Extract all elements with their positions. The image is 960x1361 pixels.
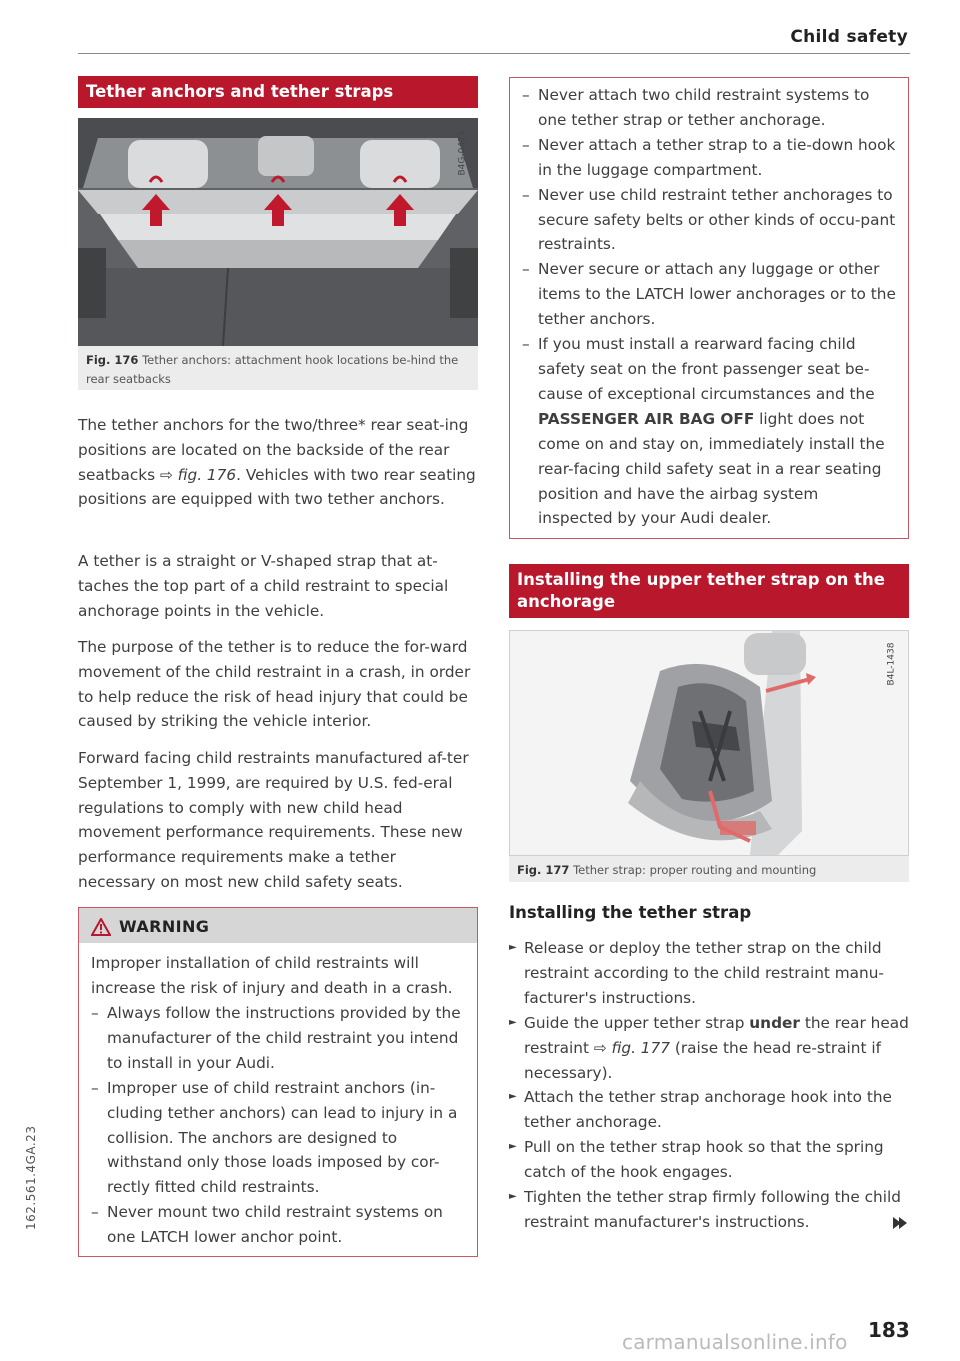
paragraph-tether-definition: A tether is a straight or V-shaped strap that at-taches the top part of a child restraint to special anchorage points in the vehicle. (78, 552, 449, 620)
figure-177-image (509, 630, 909, 856)
document-code: 162.561.4GA.23 (24, 1125, 38, 1230)
watermark: carmanualsonline.info (622, 1330, 848, 1354)
warning-title: WARNING (119, 917, 210, 936)
step-item: ► Attach the tether strap anchorage hook into the tether anchorage. (509, 1085, 909, 1135)
warning-triangle-icon (91, 918, 111, 936)
figure-176 (78, 118, 478, 390)
warning-header (79, 908, 477, 943)
caption-text: Tether anchors: attachment hook locations be-hind the rear seatbacks (86, 353, 459, 386)
figure-177 (509, 630, 909, 882)
warning-box-continued (509, 77, 909, 539)
figure-176-caption (78, 346, 478, 395)
rear-seatback-illustration (78, 118, 478, 346)
step-item: ► Pull on the tether strap hook so that the spring catch of the hook engages. (509, 1135, 909, 1185)
section-title-installing-tether: Installing the upper tether strap on the anchorage (509, 564, 909, 618)
caption-text: Tether strap: proper routing and mounting (573, 863, 817, 877)
child-seat-illustration (510, 631, 908, 855)
warning-item-airbag: – If you must install a rearward facing child safety seat on the front passenger seat be-cause of exceptional circumstances and the PASSENGER AIR BAG OFF light does not come on and stay on, immediately install the rear-facing child safety seat in a rear seating position and have the airbag system inspected by your Audi dealer. (522, 332, 896, 531)
figure-177-code: B4L-1438 (886, 642, 897, 686)
paragraph-tether-anchors-location: The tether anchors for the two/three* rear seat-ing positions are located on the backside of the rear seatbacks ⇨ fig. 176. Vehicles with two rear seating positions are equipped with two tether anchors. (78, 416, 476, 509)
warning-item: – Improper use of child restraint anchors (in-cluding tether anchors) can lead to injury in a collision. The anchors are designed to withstand only those loads imposed by cor-rectly fitted child restraints. (91, 1076, 465, 1201)
warning-item: – Never attach two child restraint systems to one tether strap or tether anchorage. (522, 83, 896, 133)
xref-fig-176[interactable]: ⇨ fig. 176 (159, 465, 237, 484)
warning-body (79, 943, 477, 1258)
warning-item: – Always follow the instructions provided by the manufacturer of the child restraint you intend to install in your Audi. (91, 1001, 465, 1076)
paragraph-regulations: Forward facing child restraints manufactured af-ter September 1, 1999, are required by U.S. fed-eral regulations to comply with new child head movement performance requirements. These new performance requirements make a tether necessary on most new child safety seats. (78, 749, 469, 891)
warning-item: – Never mount two child restraint systems on one LATCH lower anchor point. (91, 1200, 465, 1250)
warning-item: – Never secure or attach any luggage or other items to the LATCH lower anchorages or to the tether anchors. (522, 257, 896, 332)
warning-box-left (78, 907, 478, 1257)
caption-label: Fig. 176 (86, 353, 139, 367)
continue-arrow-icon (893, 1217, 907, 1229)
section-title-tether-anchors: Tether anchors and tether straps (78, 76, 478, 108)
warning-list-right (522, 83, 896, 531)
step-item: ► Release or deploy the tether strap on the child restraint according to the child restraint manu-facturer's instructions. (509, 936, 909, 1011)
under-emphasis: under (749, 1013, 800, 1032)
chapter-title: Child safety (790, 27, 908, 47)
paragraph-tether-purpose: The purpose of the tether is to reduce the for-ward movement of the child restraint in a crash, in order to help reduce the risk of head injury that could be caused by striking the vehicle interior. (78, 638, 471, 731)
figure-176-code: B4G-0473 (457, 130, 468, 176)
step-item: ► Guide the upper tether strap under the rear head restraint ⇨ fig. 177 (raise the head re-straint if necessary). (509, 1011, 909, 1086)
warning-item: – Never attach a tether strap to a tie-down hook in the luggage compartment. (522, 133, 896, 183)
installation-steps (509, 936, 909, 1235)
warning-intro: Improper installation of child restraints will increase the risk of injury and death in a crash. (91, 954, 453, 997)
subheading-installing-tether-strap: Installing the tether strap (509, 903, 752, 922)
page-number: 183 (868, 1318, 910, 1342)
warning-item: – Never use child restraint tether anchorages to secure safety belts or other kinds of occu-pant restraints. (522, 183, 896, 258)
caption-label: Fig. 177 (517, 863, 570, 877)
warning-list-left (91, 1001, 465, 1250)
page-header (78, 26, 910, 54)
figure-177-caption (509, 856, 909, 886)
step-item: ► Tighten the tether strap firmly following the child restraint manufacturer's instructions. (509, 1185, 909, 1235)
xref-fig-177[interactable]: ⇨ fig. 177 (593, 1038, 671, 1057)
airbag-off-label: PASSENGER AIR BAG OFF (538, 409, 755, 428)
figure-176-image (78, 118, 478, 346)
